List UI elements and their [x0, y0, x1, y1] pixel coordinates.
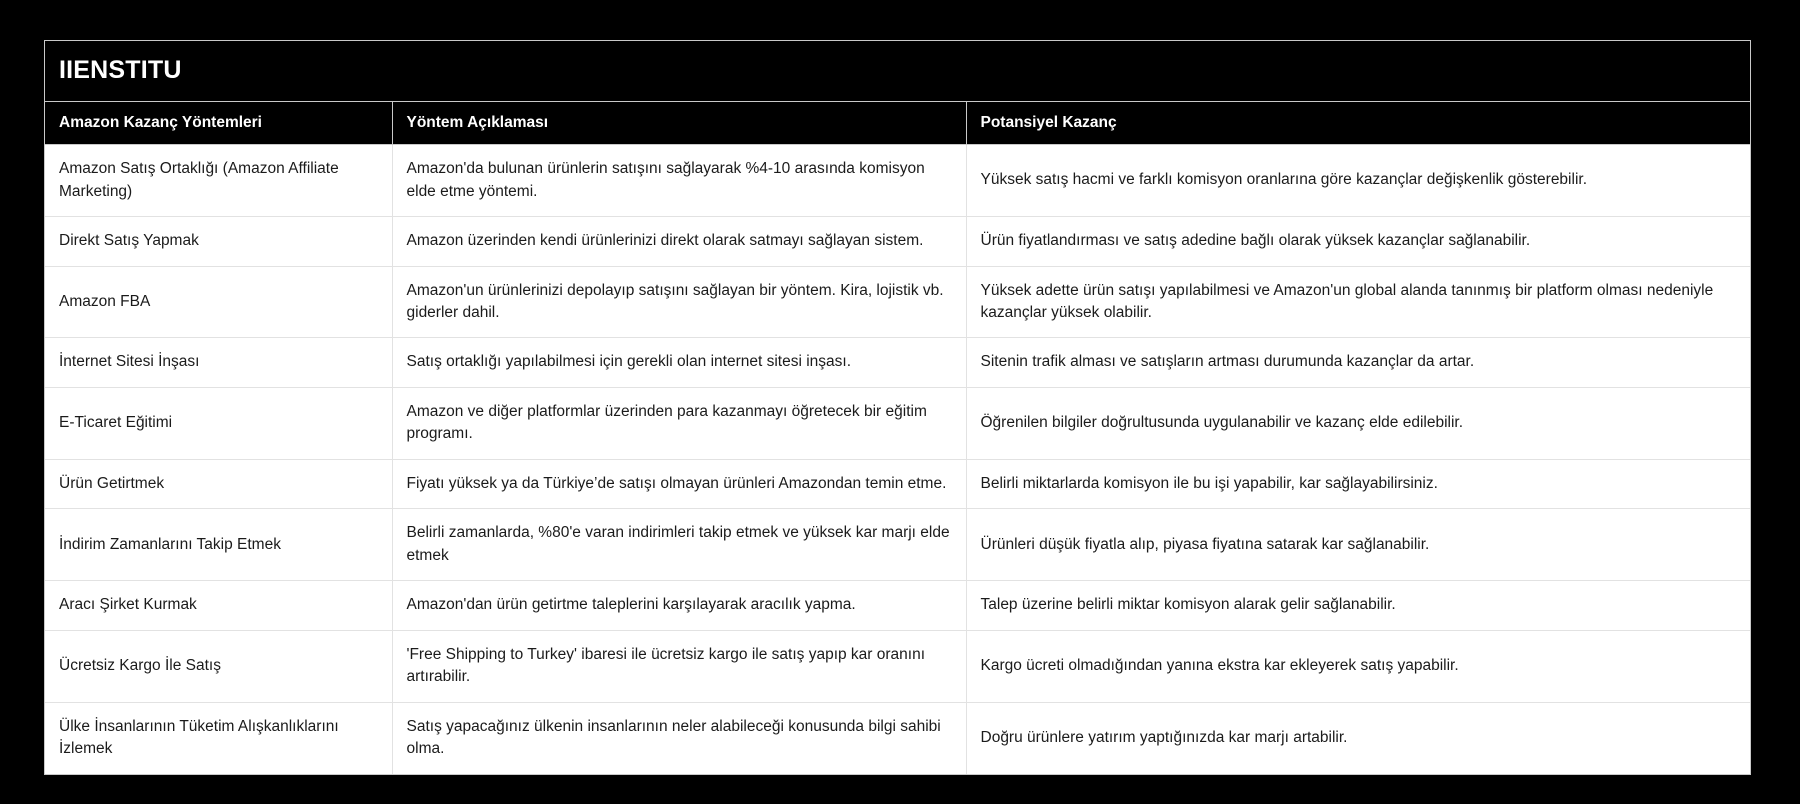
cell-gain: Ürünleri düşük fiyatla alıp, piyasa fiyatına satarak kar sağlanabilir.	[966, 509, 1750, 581]
table-row	[45, 145, 1750, 217]
cell-method: E-Ticaret Eğitimi	[45, 387, 392, 459]
cell-gain: Yüksek adette ürün satışı yapılabilmesi ve Amazon'un global alanda tanınmış bir platform olması nedeniyle kazançlar yüksek olabilir.	[966, 266, 1750, 338]
brand-title: IIENSTITU	[45, 41, 1750, 101]
cell-method: Ülke İnsanlarının Tüketim Alışkanlıklarını İzlemek	[45, 702, 392, 773]
cell-gain: Sitenin trafik alması ve satışların artması durumunda kazançlar da artar.	[966, 338, 1750, 387]
column-header-gain: Potansiyel Kazanç	[966, 101, 1750, 145]
cell-description: Amazon'dan ürün getirtme taleplerini karşılayarak aracılık yapma.	[392, 581, 966, 630]
cell-method: Amazon Satış Ortaklığı (Amazon Affiliate Marketing)	[45, 145, 392, 217]
cell-description: Satış ortaklığı yapılabilmesi için gerekli olan internet sitesi inşası.	[392, 338, 966, 387]
table-row	[45, 338, 1750, 387]
cell-method: Amazon FBA	[45, 266, 392, 338]
table-row	[45, 509, 1750, 581]
cell-description: Amazon üzerinden kendi ürünlerinizi direkt olarak satmayı sağlayan sistem.	[392, 217, 966, 266]
cell-method: Direkt Satış Yapmak	[45, 217, 392, 266]
cell-method: Aracı Şirket Kurmak	[45, 581, 392, 630]
column-header-method: Amazon Kazanç Yöntemleri	[45, 101, 392, 145]
cell-gain: Doğru ürünlere yatırım yaptığınızda kar marjı artabilir.	[966, 702, 1750, 773]
table-row	[45, 630, 1750, 702]
cell-method: Ürün Getirtmek	[45, 459, 392, 508]
cell-description: Belirli zamanlarda, %80'e varan indirimleri takip etmek ve yüksek kar marjı elde etmek	[392, 509, 966, 581]
table-body	[45, 145, 1750, 774]
cell-gain: Yüksek satış hacmi ve farklı komisyon oranlarına göre kazançlar değişkenlik gösterebilir.	[966, 145, 1750, 217]
table-row	[45, 266, 1750, 338]
cell-description: Amazon ve diğer platformlar üzerinden para kazanmayı öğretecek bir eğitim programı.	[392, 387, 966, 459]
table-row	[45, 581, 1750, 630]
amazon-earning-methods-table	[45, 41, 1750, 774]
cell-description: Amazon'un ürünlerinizi depolayıp satışını sağlayan bir yöntem. Kira, lojistik vb. giderler dahil.	[392, 266, 966, 338]
cell-gain: Talep üzerine belirli miktar komisyon alarak gelir sağlanabilir.	[966, 581, 1750, 630]
table-head	[45, 41, 1750, 145]
table-row	[45, 459, 1750, 508]
table-row	[45, 387, 1750, 459]
table-row	[45, 217, 1750, 266]
column-header-description: Yöntem Açıklaması	[392, 101, 966, 145]
cell-gain: Öğrenilen bilgiler doğrultusunda uygulanabilir ve kazanç elde edilebilir.	[966, 387, 1750, 459]
table-row	[45, 702, 1750, 773]
cell-description: Fiyatı yüksek ya da Türkiye’de satışı olmayan ürünleri Amazondan temin etme.	[392, 459, 966, 508]
cell-gain: Ürün fiyatlandırması ve satış adedine bağlı olarak yüksek kazançlar sağlanabilir.	[966, 217, 1750, 266]
cell-method: İndirim Zamanlarını Takip Etmek	[45, 509, 392, 581]
cell-description: Satış yapacağınız ülkenin insanlarının neler alabileceği konusunda bilgi sahibi olma.	[392, 702, 966, 773]
cell-gain: Belirli miktarlarda komisyon ile bu işi yapabilir, kar sağlayabilirsiniz.	[966, 459, 1750, 508]
cell-description: Amazon'da bulunan ürünlerin satışını sağlayarak %4-10 arasında komisyon elde etme yöntemi.	[392, 145, 966, 217]
cell-gain: Kargo ücreti olmadığından yanına ekstra kar ekleyerek satış yapabilir.	[966, 630, 1750, 702]
brand-title-row	[45, 41, 1750, 101]
cell-description: 'Free Shipping to Turkey' ibaresi ile ücretsiz kargo ile satış yapıp kar oranını artırabilir.	[392, 630, 966, 702]
column-header-row	[45, 101, 1750, 145]
amazon-earning-methods-table-container	[44, 40, 1751, 775]
cell-method: İnternet Sitesi İnşası	[45, 338, 392, 387]
cell-method: Ücretsiz Kargo İle Satış	[45, 630, 392, 702]
